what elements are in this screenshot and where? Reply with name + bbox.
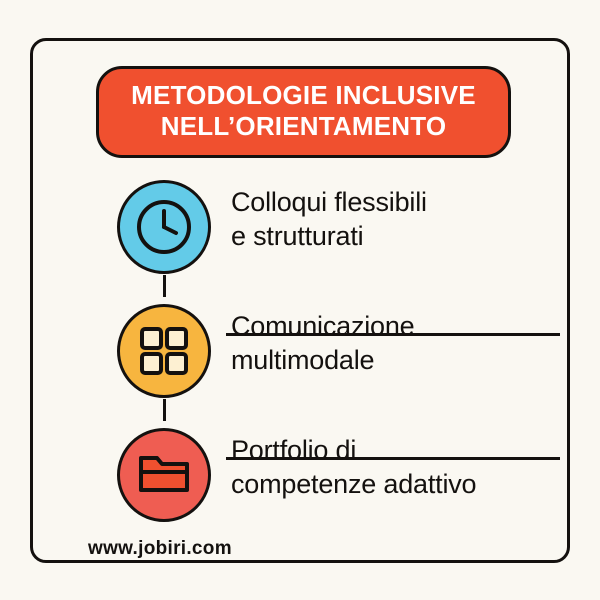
list-item xyxy=(33,417,567,541)
item-2-line-2: multimodale xyxy=(231,345,375,375)
grid-blocks-icon xyxy=(117,304,211,398)
infographic-card xyxy=(30,38,570,563)
list-item xyxy=(33,169,567,293)
title-line-2: NELL’ORIENTAMENTO xyxy=(160,111,447,141)
folder-icon xyxy=(117,428,211,522)
title-banner xyxy=(96,66,511,158)
methodology-list xyxy=(33,169,567,541)
icon-badge-2 xyxy=(117,304,211,398)
item-2-line-1: Comunicazione xyxy=(231,311,415,341)
item-text-1 xyxy=(231,185,571,253)
list-item xyxy=(33,293,567,417)
item-1-line-2: e strutturati xyxy=(231,221,364,251)
website-url: www.jobiri.com xyxy=(88,538,232,559)
item-3-line-2: competenze adattivo xyxy=(231,469,477,499)
item-text-3 xyxy=(231,433,571,501)
item-3-line-1: Portfolio di xyxy=(231,435,357,465)
item-1-line-1: Colloqui flessibili xyxy=(231,187,427,217)
clock-icon xyxy=(117,180,211,274)
title-line-1: METODOLOGIE INCLUSIVE xyxy=(131,80,476,110)
icon-badge-1 xyxy=(117,180,211,274)
icon-badge-3 xyxy=(117,428,211,522)
item-text-2 xyxy=(231,309,571,377)
